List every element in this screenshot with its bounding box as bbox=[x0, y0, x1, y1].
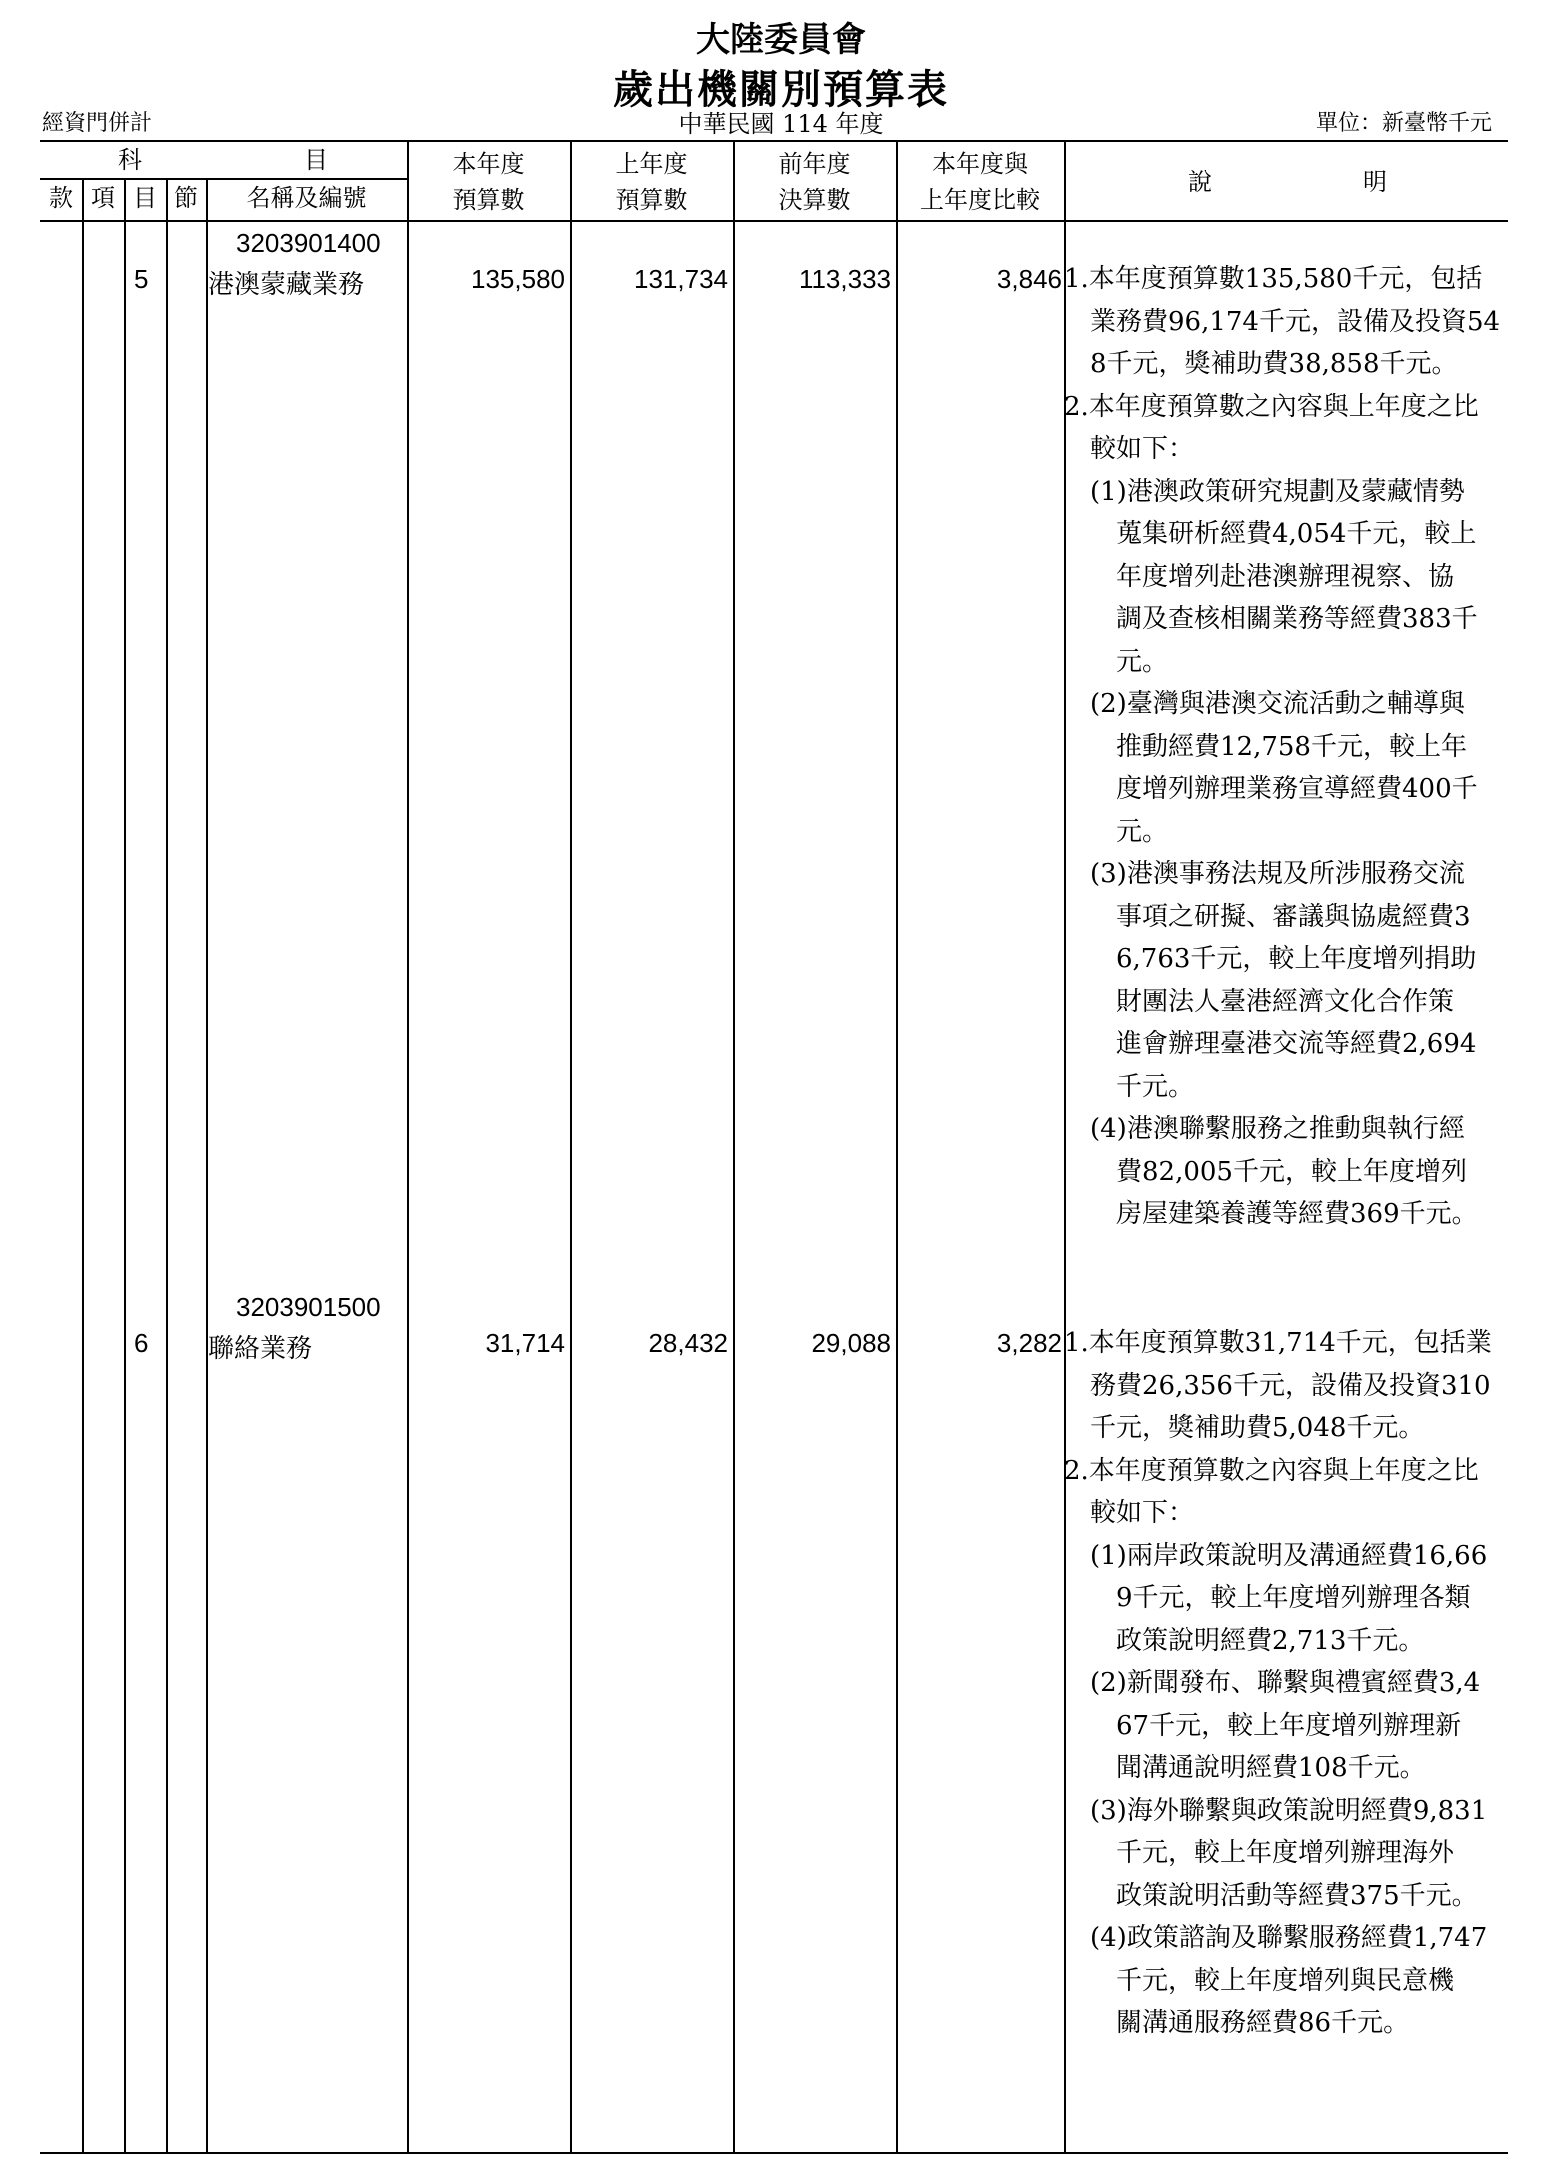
page-title: 歲出機關別預算表 bbox=[613, 66, 949, 113]
description-line: (1)港澳政策研究規劃及蒙藏情勢 bbox=[1064, 476, 1465, 507]
year-over-year-diff: 3,282 bbox=[996, 1328, 1062, 1358]
col-divider bbox=[82, 178, 84, 2153]
item-index: 6 bbox=[134, 1328, 149, 1358]
description-line: (4)港澳聯繫服務之推動與執行經 bbox=[1064, 1114, 1465, 1144]
col-divider bbox=[896, 140, 898, 2153]
col-kuan: 款 bbox=[49, 184, 73, 212]
row-description bbox=[1064, 258, 1500, 1236]
col-final-1: 前年度 bbox=[778, 150, 851, 178]
description-line: 千元，較上年度增列與民意機 bbox=[1064, 1965, 1455, 1996]
col-compare-1: 本年度與 bbox=[932, 150, 1028, 178]
description-line: 1.本年度預算數31,714千元，包括業 bbox=[1064, 1328, 1492, 1358]
col-current-1: 本年度 bbox=[452, 150, 525, 178]
col-divider bbox=[407, 140, 409, 2153]
col-description-2: 明 bbox=[1363, 168, 1387, 196]
col-divider bbox=[166, 178, 168, 2153]
description-line: 2.本年度預算數之內容與上年度之比 bbox=[1064, 1455, 1479, 1486]
description-line: 較如下： bbox=[1064, 1498, 1195, 1528]
current-budget: 31,714 bbox=[485, 1328, 565, 1358]
col-xiang: 項 bbox=[91, 184, 115, 212]
col-current-2: 預算數 bbox=[452, 186, 525, 214]
description-line: 聞溝通說明經費108千元。 bbox=[1064, 1753, 1426, 1783]
description-line: (2)新聞發布、聯繫與禮賓經費3,4 bbox=[1064, 1668, 1481, 1698]
col-description-1: 說 bbox=[1188, 168, 1212, 196]
row-description bbox=[1064, 1322, 1492, 2045]
description-line: 67千元，較上年度增列辦理新 bbox=[1064, 1710, 1462, 1741]
description-line: 元。 bbox=[1064, 816, 1169, 847]
description-line: 財團法人臺港經濟文化合作策 bbox=[1064, 986, 1455, 1017]
subject-group-label-2: 目 bbox=[304, 146, 328, 174]
item-name: 聯絡業務 bbox=[208, 1333, 313, 1363]
description-line: 6,763千元，較上年度增列捐助 bbox=[1064, 944, 1477, 974]
item-index: 5 bbox=[134, 264, 149, 294]
col-name: 名稱及編號 bbox=[246, 184, 367, 212]
description-line: 2.本年度預算數之內容與上年度之比 bbox=[1064, 391, 1479, 422]
description-line: 較如下： bbox=[1064, 434, 1195, 464]
description-line: 年度增列赴港澳辦理視察、協 bbox=[1064, 561, 1455, 592]
description-line: 元。 bbox=[1064, 646, 1169, 677]
description-line: 蒐集研析經費4,054千元，較上 bbox=[1064, 519, 1477, 549]
description-line: (3)海外聯繫與政策說明經費9,831 bbox=[1064, 1795, 1488, 1826]
item-code: 3203901500 bbox=[236, 1292, 381, 1322]
header-bottom-rule bbox=[40, 220, 1508, 222]
col-final-2: 決算數 bbox=[778, 186, 851, 214]
description-line: 務費26,356千元，設備及投資310 bbox=[1064, 1370, 1491, 1401]
description-line: 業務費96,174千元，設備及投資54 bbox=[1064, 306, 1501, 337]
table-top-rule bbox=[40, 140, 1508, 142]
col-jie: 節 bbox=[174, 184, 198, 212]
unit-label: 單位：新臺幣千元 bbox=[1315, 111, 1492, 136]
description-line: 1.本年度預算數135,580千元，包括 bbox=[1064, 264, 1483, 294]
description-line: 房屋建築養護等經費369千元。 bbox=[1064, 1199, 1478, 1229]
description-line: 調及查核相關業務等經費383千 bbox=[1064, 604, 1478, 634]
description-line: 千元，獎補助費5,048千元。 bbox=[1064, 1413, 1425, 1443]
description-line: (2)臺灣與港澳交流活動之輔導與 bbox=[1064, 689, 1465, 719]
description-line: 千元，較上年度增列辦理海外 bbox=[1064, 1838, 1455, 1868]
description-line: (1)兩岸政策說明及溝通經費16,66 bbox=[1064, 1540, 1488, 1571]
previous-budget: 131,734 bbox=[634, 264, 728, 294]
description-line: (4)政策諮詢及聯繫服務經費1,747 bbox=[1064, 1923, 1488, 1953]
col-previous-2: 預算數 bbox=[615, 186, 688, 214]
col-mu: 目 bbox=[133, 184, 157, 212]
final-accounts: 29,088 bbox=[811, 1328, 891, 1358]
description-line: 政策說明經費2,713千元。 bbox=[1064, 1625, 1425, 1656]
description-line: (3)港澳事務法規及所涉服務交流 bbox=[1064, 859, 1465, 889]
description-line: 推動經費12,758千元，較上年 bbox=[1064, 731, 1467, 762]
col-divider bbox=[206, 178, 208, 2153]
previous-budget: 28,432 bbox=[648, 1328, 728, 1358]
description-line: 政策說明活動等經費375千元。 bbox=[1064, 1880, 1478, 1911]
year-over-year-diff: 3,846 bbox=[996, 264, 1062, 294]
description-line: 費82,005千元，較上年度增列 bbox=[1064, 1156, 1467, 1187]
org-title: 大陸委員會 bbox=[696, 20, 866, 60]
fiscal-year: 中華民國 114 年度 bbox=[678, 110, 884, 138]
subject-group-label-1: 科 bbox=[118, 146, 142, 174]
item-code: 3203901400 bbox=[236, 228, 381, 258]
description-line: 千元。 bbox=[1064, 1071, 1195, 1102]
col-divider bbox=[124, 178, 126, 2153]
current-budget: 135,580 bbox=[471, 264, 565, 294]
description-line: 度增列辦理業務宣導經費400千 bbox=[1064, 774, 1478, 804]
description-line: 進會辦理臺港交流等經費2,694 bbox=[1064, 1029, 1477, 1059]
col-divider bbox=[733, 140, 735, 2153]
description-line: 事項之研擬、審議與協處經費3 bbox=[1064, 901, 1471, 932]
col-divider bbox=[570, 140, 572, 2153]
col-compare-2: 上年度比較 bbox=[920, 186, 1040, 214]
table-bottom-rule bbox=[40, 2152, 1508, 2154]
scope-note: 經資門併計 bbox=[42, 111, 153, 136]
item-name: 港澳蒙藏業務 bbox=[208, 269, 365, 299]
col-previous-1: 上年度 bbox=[615, 150, 688, 178]
final-accounts: 113,333 bbox=[798, 264, 891, 294]
description-line: 8千元，獎補助費38,858千元。 bbox=[1064, 349, 1458, 379]
description-line: 關溝通服務經費86千元。 bbox=[1064, 2008, 1410, 2038]
description-line: 9千元，較上年度增列辦理各類 bbox=[1064, 1583, 1471, 1613]
